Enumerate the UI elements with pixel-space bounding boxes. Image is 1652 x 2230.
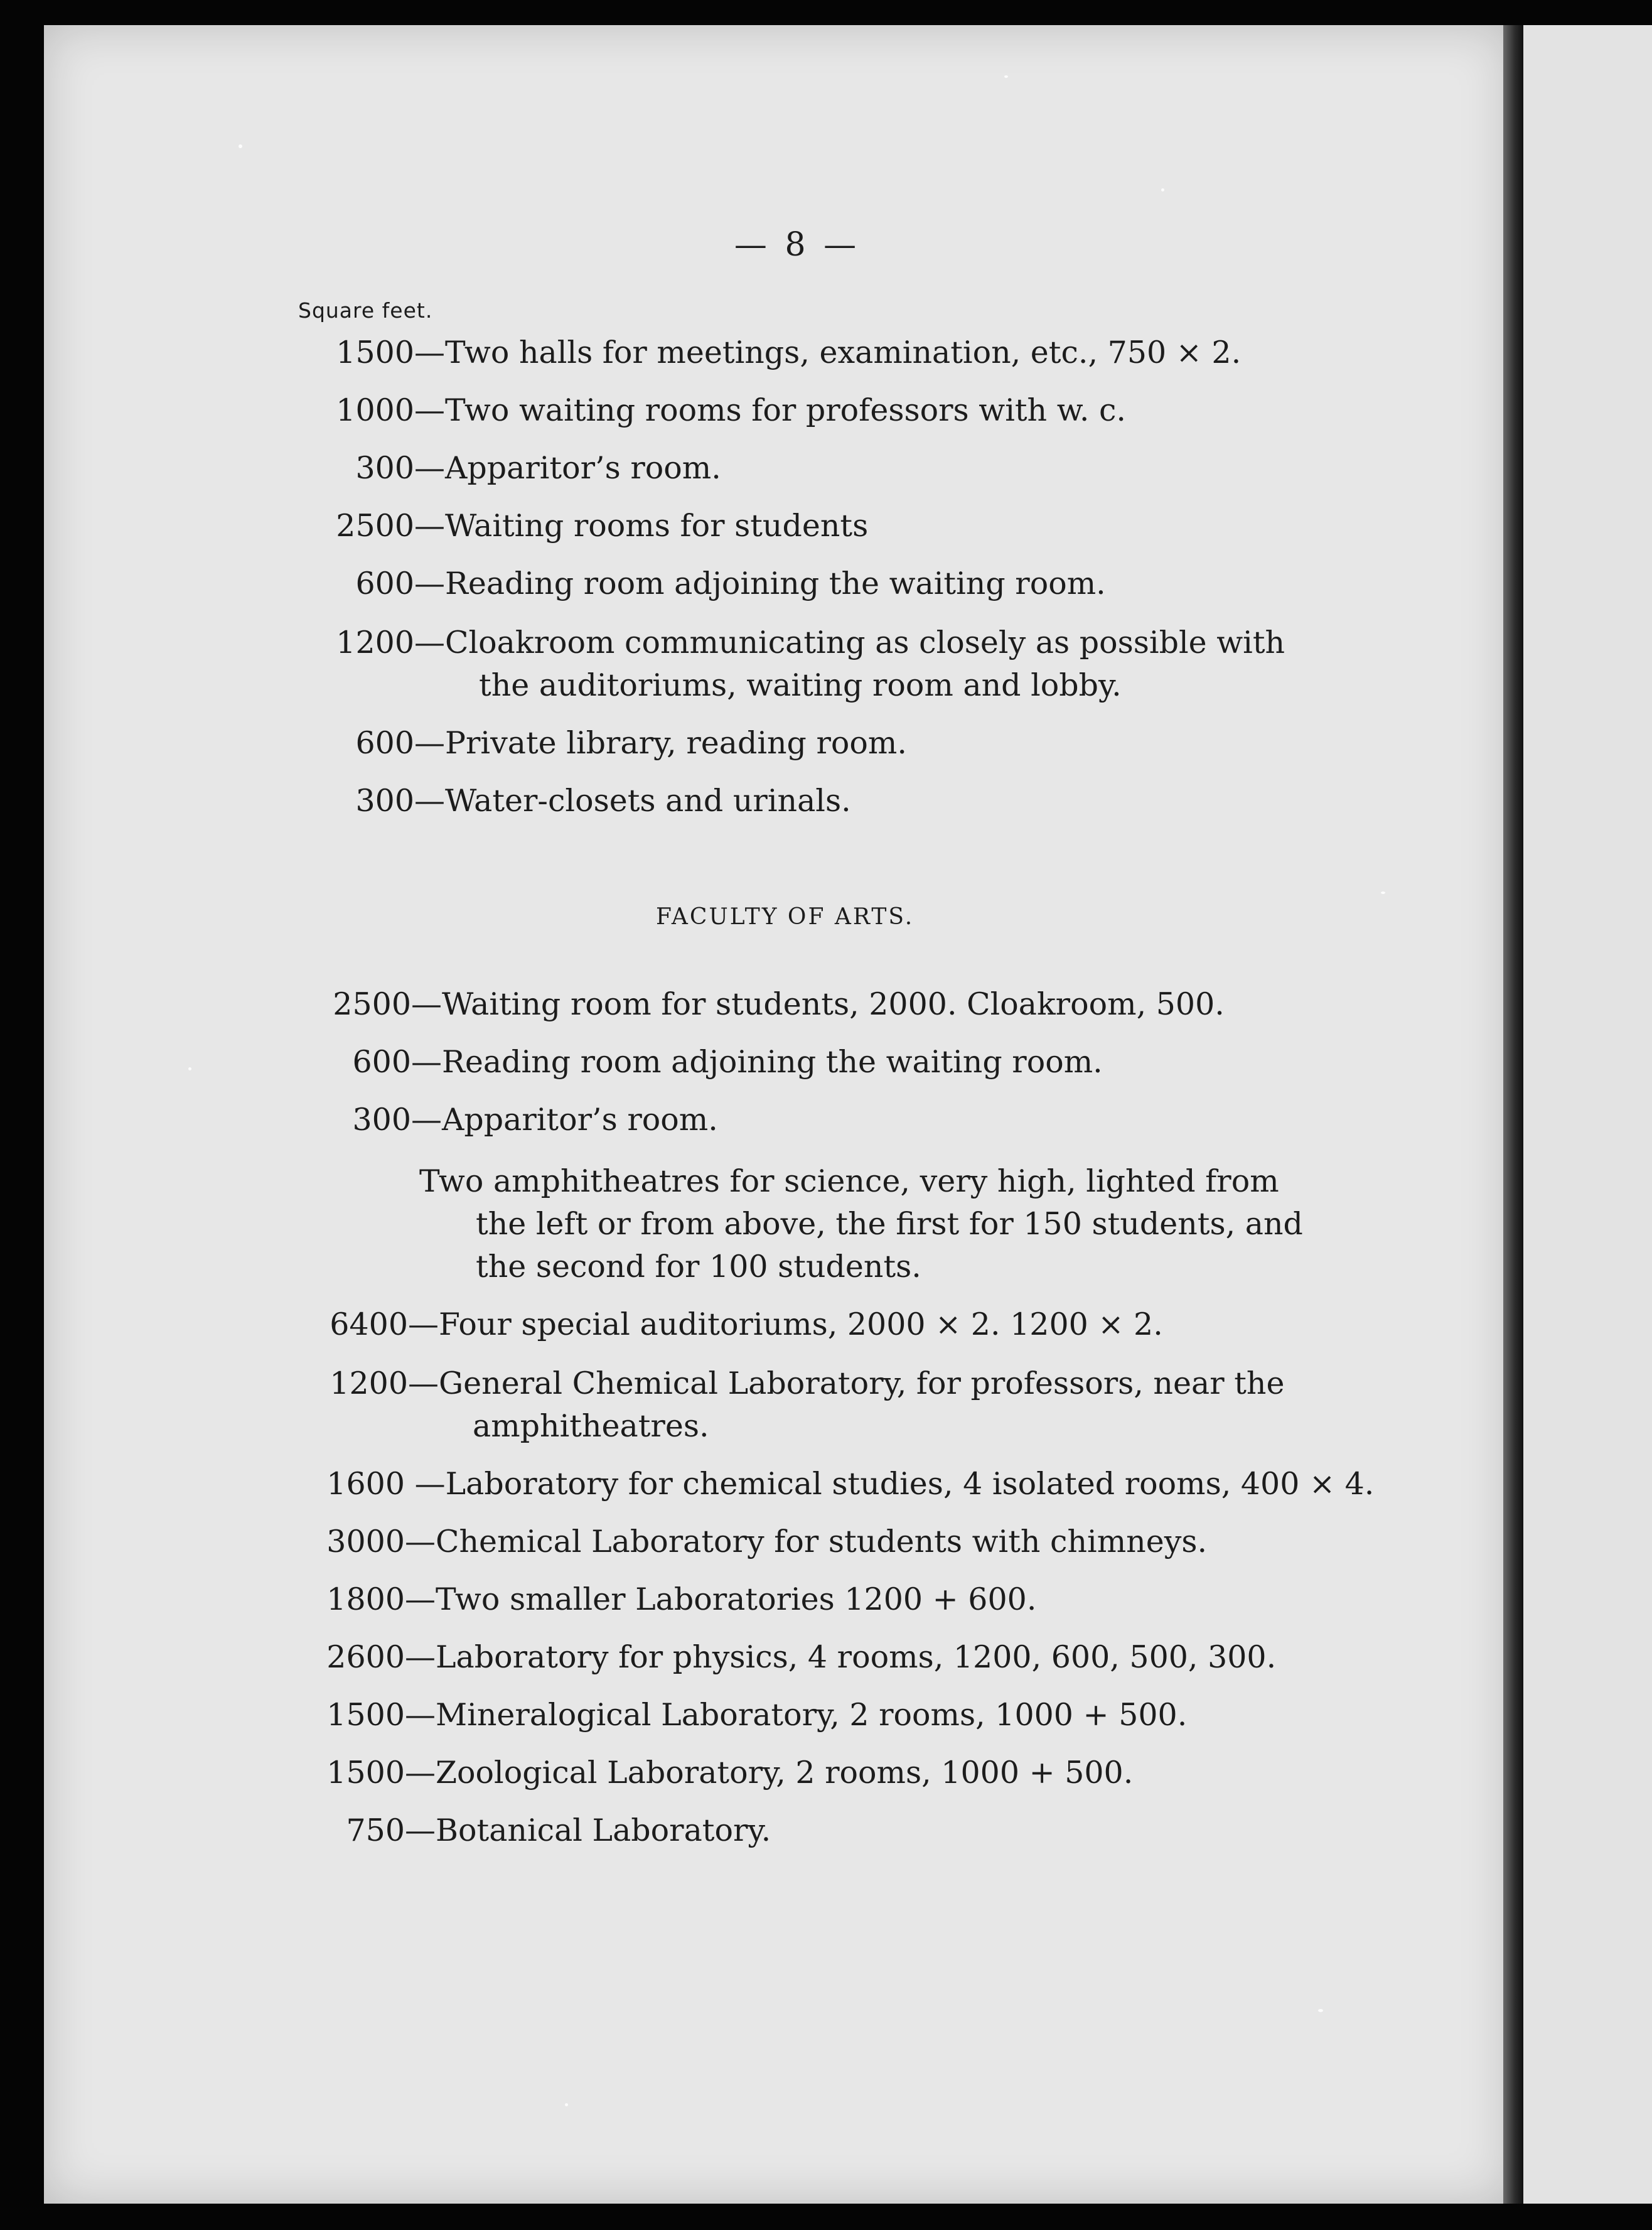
entry-text: —Four special auditoriums, 2000 × 2. 1200 × 2. (408, 1306, 1163, 1342)
entry-text: —Water-closets and urinals. (414, 783, 851, 819)
entry-area: 6400 (330, 1306, 408, 1342)
entry-text: —Apparitor’s room. (414, 450, 721, 486)
entry-row (279, 1099, 718, 1141)
entry-continuation: the auditoriums, waiting room and lobby. (479, 667, 1122, 703)
scan-speck (1161, 188, 1164, 191)
entry-text: —Waiting room for students, 2000. Cloakroom, 500. (411, 986, 1225, 1022)
entry-text: —Reading room adjoining the waiting room. (411, 1044, 1103, 1080)
entry-row (279, 983, 1225, 1026)
entry-area: 600 (355, 725, 414, 761)
entry-text: —Private library, reading room. (414, 725, 907, 761)
entry-area: 2500 (336, 508, 414, 544)
entry-row (282, 622, 1285, 707)
scan-speck (1004, 75, 1008, 78)
entry-text: —Two halls for meetings, examination, etc., 750 × 2. (414, 335, 1242, 370)
units-heading: Square feet. (298, 298, 433, 323)
section-heading: FACULTY OF ARTS. (656, 904, 914, 930)
entry-row (282, 505, 868, 547)
entry-row (276, 1362, 1284, 1448)
entry-area: 1000 (336, 392, 414, 428)
entry-row (282, 447, 721, 490)
scan-speck (565, 2103, 568, 2106)
entry-area: 300 (355, 783, 414, 819)
entry-row (273, 1809, 771, 1852)
entry-row (273, 1463, 1374, 1506)
entry-text: —Waiting rooms for students (414, 508, 869, 544)
entry-text: —Botanical Laboratory. (405, 1813, 771, 1848)
scan-speck (1318, 2009, 1323, 2012)
entry-row (279, 1041, 1103, 1084)
entry-area: 750 (346, 1813, 405, 1848)
note-line: the left or from above, the first for 150 students, and (476, 1206, 1303, 1242)
entry-row (273, 1694, 1187, 1737)
entry-area: 300 (352, 1102, 411, 1138)
scan-speck (239, 144, 242, 148)
note-line: Two amphitheatres for science, very high, lighted from (419, 1163, 1279, 1199)
entry-area: 1500 (336, 335, 414, 370)
scan-speck (188, 1067, 191, 1070)
entry-text: —General Chemical Laboratory, for professors, near the (408, 1365, 1285, 1401)
entry-row (282, 563, 1106, 605)
entry-area: 300 (355, 450, 414, 486)
entry-text: —Laboratory for chemical studies, 4 isolated rooms, 400 × 4. (405, 1466, 1375, 1502)
entry-area: 1500 (326, 1697, 405, 1733)
entry-area: 2500 (333, 986, 411, 1022)
entry-row (282, 780, 851, 822)
entry-text: —Two smaller Laboratories 1200 + 600. (405, 1581, 1037, 1617)
entry-area: 1500 (326, 1755, 405, 1791)
entry-area: 1200 (336, 625, 414, 660)
entry-area: 600 (355, 566, 414, 601)
entry-text: —Zoological Laboratory, 2 rooms, 1000 + 500. (405, 1755, 1134, 1791)
entry-text: —Two waiting rooms for professors with w. c. (414, 392, 1126, 428)
entry-row (282, 389, 1126, 432)
entry-text: —Apparitor’s room. (411, 1102, 718, 1138)
entry-text: —Laboratory for physics, 4 rooms, 1200, 600, 500, 300. (405, 1639, 1277, 1675)
entry-row (282, 331, 1241, 374)
entry-row (273, 1521, 1207, 1563)
entry-row (273, 1636, 1276, 1679)
entry-area: 3000 (326, 1524, 405, 1559)
entry-row (276, 1303, 1163, 1346)
entry-text: —Reading room adjoining the waiting room. (414, 566, 1106, 601)
entry-row (273, 1752, 1133, 1794)
amphitheatre-note (419, 1160, 1303, 1288)
entry-area: 1600 (326, 1466, 405, 1502)
page-number: — 8 — (734, 226, 861, 264)
entry-text: —Chemical Laboratory for students with chimneys. (405, 1524, 1208, 1559)
scan-speck (1381, 891, 1385, 894)
entry-text: —Cloakroom communicating as closely as possible with (414, 625, 1285, 660)
note-line: the second for 100 students. (476, 1249, 921, 1285)
entry-row (273, 1578, 1036, 1621)
entry-text: —Mineralogical Laboratory, 2 rooms, 1000 + 500. (405, 1697, 1188, 1733)
entry-row (282, 722, 907, 765)
entry-area: 2600 (326, 1639, 405, 1675)
entry-area: 1200 (330, 1365, 408, 1401)
entry-area: 1800 (326, 1581, 405, 1617)
entry-area: 600 (352, 1044, 411, 1080)
entry-continuation: amphitheatres. (473, 1408, 709, 1444)
